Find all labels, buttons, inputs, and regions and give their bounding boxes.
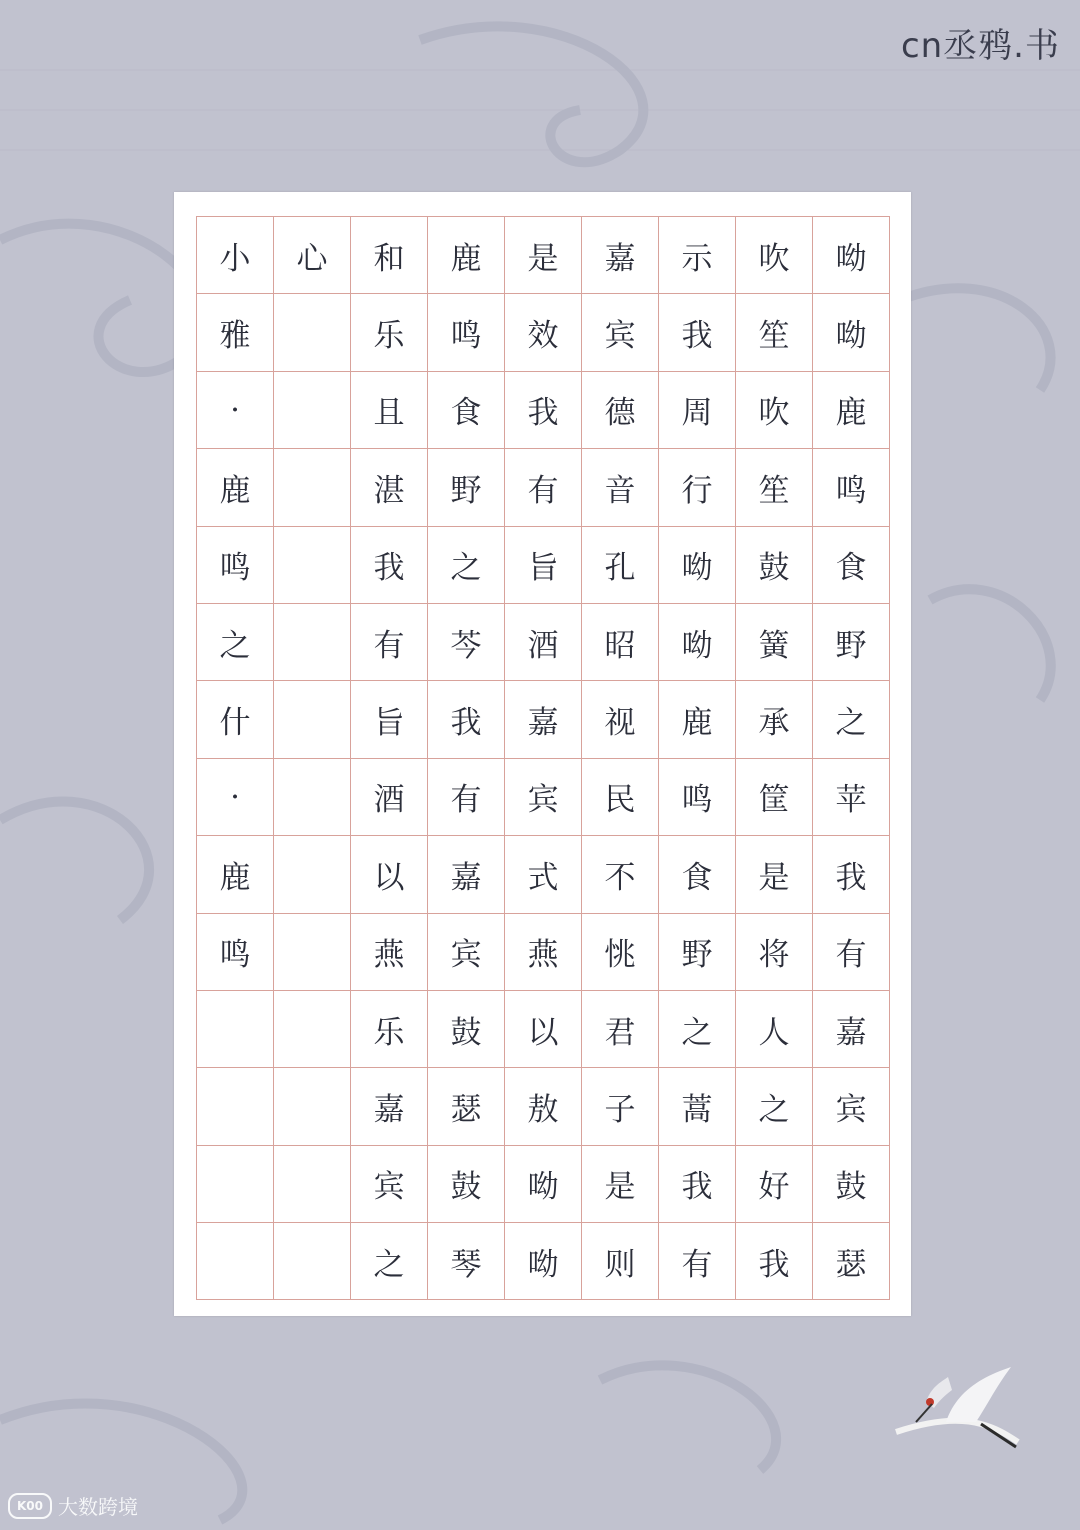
watermark-logo-icon: K00 xyxy=(8,1493,52,1519)
grid-cell: 则 xyxy=(582,1223,659,1300)
grid-cell: 昭 xyxy=(582,604,659,681)
grid-cell: 燕 xyxy=(505,914,582,991)
grid-cell xyxy=(274,681,351,758)
grid-cell xyxy=(274,294,351,371)
grid-cell: 君 xyxy=(582,991,659,1068)
author-signature: cn丞鸦.书 xyxy=(900,26,1060,66)
grid-cell: 是 xyxy=(736,836,813,913)
grid-cell xyxy=(274,759,351,836)
grid-cell: 鹿 xyxy=(659,681,736,758)
grid-cell: 鹿 xyxy=(813,372,890,449)
grid-cell: 酒 xyxy=(351,759,428,836)
grid-cell: 呦 xyxy=(659,527,736,604)
grid-cell xyxy=(274,1223,351,1300)
grid-cell: 嘉 xyxy=(351,1068,428,1145)
grid-cell: 民 xyxy=(582,759,659,836)
grid-cell: 以 xyxy=(505,991,582,1068)
grid-cell: 蒿 xyxy=(659,1068,736,1145)
grid-cell: 鸣 xyxy=(197,527,274,604)
grid-cell: 酒 xyxy=(505,604,582,681)
grid-cell: 旨 xyxy=(505,527,582,604)
grid-cell: 人 xyxy=(736,991,813,1068)
grid-cell: 不 xyxy=(582,836,659,913)
grid-cell: 将 xyxy=(736,914,813,991)
grid-cell: 鼓 xyxy=(736,527,813,604)
grid-cell: 笙 xyxy=(736,294,813,371)
grid-cell: 笙 xyxy=(736,449,813,526)
grid-cell: 周 xyxy=(659,372,736,449)
grid-cell: 宾 xyxy=(582,294,659,371)
grid-cell: 燕 xyxy=(351,914,428,991)
grid-cell: 我 xyxy=(659,1146,736,1223)
grid-cell: 恌 xyxy=(582,914,659,991)
grid-cell: 孔 xyxy=(582,527,659,604)
watermark-text: 大数跨境 xyxy=(58,1495,138,1519)
grid-cell: · xyxy=(197,759,274,836)
grid-cell: 簧 xyxy=(736,604,813,681)
grid-cell: 有 xyxy=(659,1223,736,1300)
watermark xyxy=(8,1491,138,1520)
grid-cell: 野 xyxy=(659,914,736,991)
grid-cell: 以 xyxy=(351,836,428,913)
grid-cell: 鹿 xyxy=(197,449,274,526)
grid-cell: 子 xyxy=(582,1068,659,1145)
grid-cell: 瑟 xyxy=(813,1223,890,1300)
grid-cell: 嘉 xyxy=(813,991,890,1068)
grid-cell: 视 xyxy=(582,681,659,758)
grid-cell: 旨 xyxy=(351,681,428,758)
grid-cell: 鹿 xyxy=(197,836,274,913)
grid-cell: 是 xyxy=(582,1146,659,1223)
grid-cell xyxy=(274,1146,351,1223)
grid-cell: 吹 xyxy=(736,217,813,294)
grid-cell: 有 xyxy=(428,759,505,836)
grid-cell: 德 xyxy=(582,372,659,449)
crane-illustration-icon xyxy=(886,1362,1026,1457)
grid-cell xyxy=(197,1068,274,1145)
grid-cell: 鼓 xyxy=(813,1146,890,1223)
grid-cell: 是 xyxy=(505,217,582,294)
grid-cell: 之 xyxy=(351,1223,428,1300)
grid-cell: 琴 xyxy=(428,1223,505,1300)
grid-cell: 鸣 xyxy=(659,759,736,836)
grid-cell xyxy=(274,1068,351,1145)
grid-cell xyxy=(274,527,351,604)
grid-cell: 鸣 xyxy=(197,914,274,991)
grid-cell: 宾 xyxy=(505,759,582,836)
grid-cell: 承 xyxy=(736,681,813,758)
grid-cell: 野 xyxy=(428,449,505,526)
grid-cell xyxy=(197,1146,274,1223)
grid-cell: 什 xyxy=(197,681,274,758)
calligraphy-sheet xyxy=(174,192,911,1316)
grid-cell: 之 xyxy=(813,681,890,758)
grid-cell: 嘉 xyxy=(582,217,659,294)
grid-cell: 我 xyxy=(428,681,505,758)
grid-cell: 有 xyxy=(813,914,890,991)
grid-cell xyxy=(274,372,351,449)
grid-cell: 芩 xyxy=(428,604,505,681)
grid-cell xyxy=(274,604,351,681)
grid-cell xyxy=(274,836,351,913)
grid-cell: 好 xyxy=(736,1146,813,1223)
grid-cell: 乐 xyxy=(351,294,428,371)
grid-cell: 有 xyxy=(505,449,582,526)
grid-cell: 湛 xyxy=(351,449,428,526)
grid-cell xyxy=(274,449,351,526)
grid-cell: 我 xyxy=(813,836,890,913)
grid-cell: 嘉 xyxy=(428,836,505,913)
grid-cell: 之 xyxy=(659,991,736,1068)
grid-cell xyxy=(274,991,351,1068)
grid-cell: 吹 xyxy=(736,372,813,449)
grid-cell: 鼓 xyxy=(428,991,505,1068)
grid-cell: 之 xyxy=(736,1068,813,1145)
grid-cell: 行 xyxy=(659,449,736,526)
grid-cell: 鹿 xyxy=(428,217,505,294)
grid-cell: 野 xyxy=(813,604,890,681)
grid-cell: 呦 xyxy=(813,217,890,294)
grid-cell: 嘉 xyxy=(505,681,582,758)
character-grid xyxy=(196,216,890,1300)
grid-cell: 之 xyxy=(428,527,505,604)
grid-cell: 我 xyxy=(505,372,582,449)
grid-cell: 乐 xyxy=(351,991,428,1068)
grid-cell: 呦 xyxy=(659,604,736,681)
grid-cell: 式 xyxy=(505,836,582,913)
grid-cell: 敖 xyxy=(505,1068,582,1145)
grid-cell: 宾 xyxy=(813,1068,890,1145)
grid-cell: 鸣 xyxy=(813,449,890,526)
grid-cell xyxy=(197,991,274,1068)
grid-cell: 瑟 xyxy=(428,1068,505,1145)
grid-cell xyxy=(197,1223,274,1300)
grid-cell: 之 xyxy=(197,604,274,681)
grid-cell: 心 xyxy=(274,217,351,294)
grid-cell: 宾 xyxy=(351,1146,428,1223)
grid-cell: 鼓 xyxy=(428,1146,505,1223)
grid-cell: 效 xyxy=(505,294,582,371)
grid-cell: 食 xyxy=(659,836,736,913)
grid-cell: 鸣 xyxy=(428,294,505,371)
grid-cell: · xyxy=(197,372,274,449)
grid-cell xyxy=(274,914,351,991)
grid-cell: 音 xyxy=(582,449,659,526)
grid-cell: 食 xyxy=(428,372,505,449)
grid-cell: 和 xyxy=(351,217,428,294)
grid-cell: 食 xyxy=(813,527,890,604)
grid-cell: 呦 xyxy=(505,1146,582,1223)
grid-cell: 我 xyxy=(351,527,428,604)
grid-cell: 示 xyxy=(659,217,736,294)
grid-cell: 雅 xyxy=(197,294,274,371)
grid-cell: 我 xyxy=(659,294,736,371)
grid-cell: 有 xyxy=(351,604,428,681)
grid-cell: 呦 xyxy=(505,1223,582,1300)
grid-cell: 宾 xyxy=(428,914,505,991)
grid-cell: 苹 xyxy=(813,759,890,836)
grid-cell: 且 xyxy=(351,372,428,449)
grid-cell: 呦 xyxy=(813,294,890,371)
grid-cell: 筐 xyxy=(736,759,813,836)
grid-cell: 我 xyxy=(736,1223,813,1300)
grid-cell: 小 xyxy=(197,217,274,294)
